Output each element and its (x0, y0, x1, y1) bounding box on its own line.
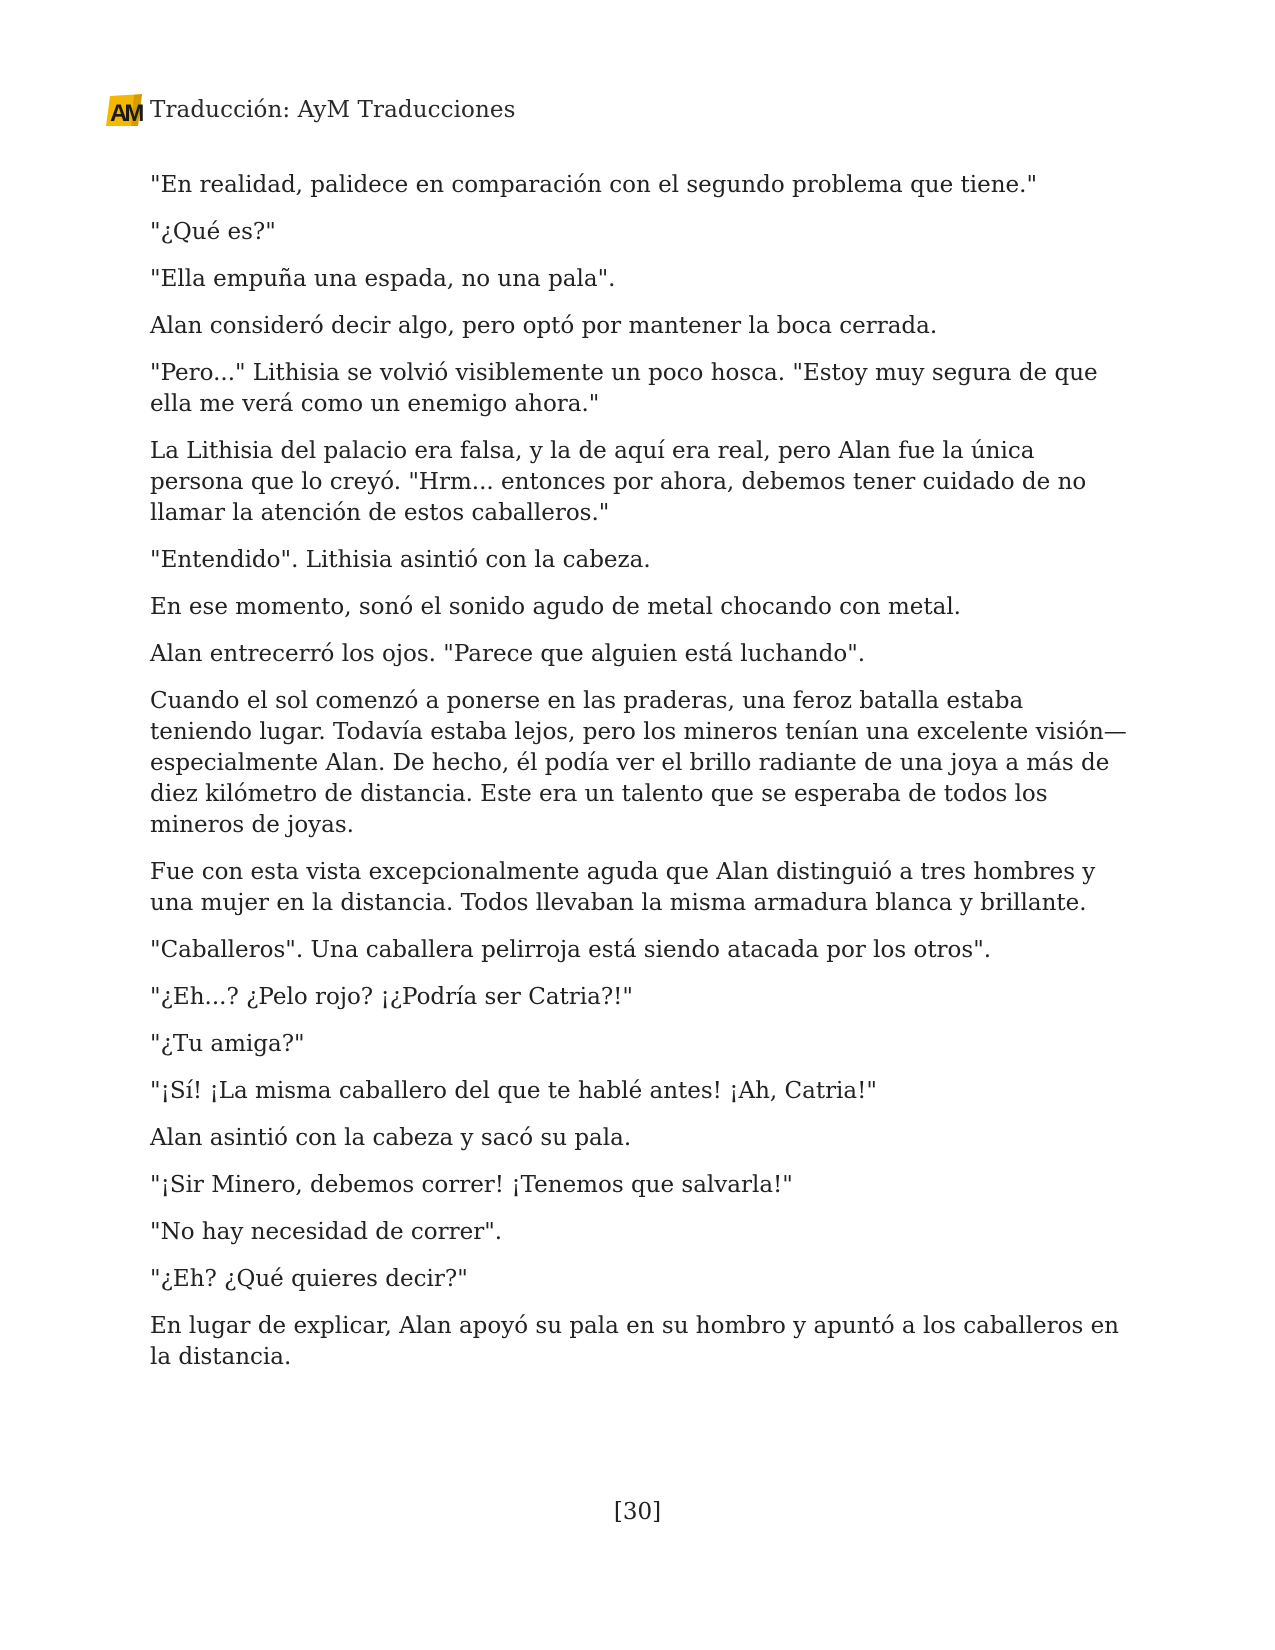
paragraph: "En realidad, palidece en comparación con el segundo problema que tiene." (150, 172, 1038, 198)
paragraph: Alan asintió con la cabeza y sacó su pala. (150, 1125, 632, 1151)
translator-credit: Traducción: AyM Traducciones (150, 96, 516, 123)
paragraph: Alan consideró decir algo, pero optó por mantener la boca cerrada. (150, 313, 938, 339)
paragraph: La Lithisia del palacio era falsa, y la de aquí era real, pero Alan fue la única persona que lo creyó. "Hrm... entonces por ahora, debemos tener cuidado de no llamar la atención de estos caballeros." (150, 438, 1087, 526)
paragraph: En ese momento, sonó el sonido agudo de metal chocando con metal. (150, 594, 961, 620)
paragraph: "¡Sir Minero, debemos correr! ¡Tenemos que salvarla!" (150, 1172, 793, 1198)
svg-text:AM: AM (110, 100, 142, 127)
page-body (150, 170, 1132, 1389)
paragraph: "¿Tu amiga?" (150, 1031, 305, 1057)
paragraph: "Caballeros". Una caballera pelirroja está siendo atacada por los otros". (150, 937, 992, 963)
paragraph: "No hay necesidad de correr". (150, 1219, 503, 1245)
aym-logo-icon (104, 92, 146, 128)
paragraph: "¡Sí! ¡La misma caballero del que te hablé antes! ¡Ah, Catria!" (150, 1078, 877, 1104)
paragraph: Cuando el sol comenzó a ponerse en las praderas, una feroz batalla estaba teniendo lugar. Todavía estaba lejos, pero los mineros tenían una excelente visión—especialmente Alan. De hecho, él podía ver el brillo radiante de una joya a más de diez kilómetro de distancia. Este era un talento que se esperaba de todos los mineros de joyas. (150, 688, 1127, 838)
paragraph: Alan entrecerró los ojos. "Parece que alguien está luchando". (150, 641, 866, 667)
paragraph: "¿Qué es?" (150, 219, 276, 245)
paragraph: "¿Eh? ¿Qué quieres decir?" (150, 1266, 468, 1292)
paragraph: "Ella empuña una espada, no una pala". (150, 266, 616, 292)
page-header (104, 90, 516, 130)
page-number: [30] (613, 1499, 662, 1525)
paragraph: "Pero..." Lithisia se volvió visiblemente un poco hosca. "Estoy muy segura de que ella me verá como un enemigo ahora." (150, 360, 1098, 417)
paragraph: En lugar de explicar, Alan apoyó su pala en su hombro y apuntó a los caballeros en la distancia. (150, 1313, 1119, 1370)
paragraph: "¿Eh...? ¿Pelo rojo? ¡¿Podría ser Catria?!" (150, 984, 633, 1010)
paragraph: "Entendido". Lithisia asintió con la cabeza. (150, 547, 651, 573)
paragraph: Fue con esta vista excepcionalmente aguda que Alan distinguió a tres hombres y una mujer en la distancia. Todos llevaban la misma armadura blanca y brillante. (150, 859, 1096, 916)
